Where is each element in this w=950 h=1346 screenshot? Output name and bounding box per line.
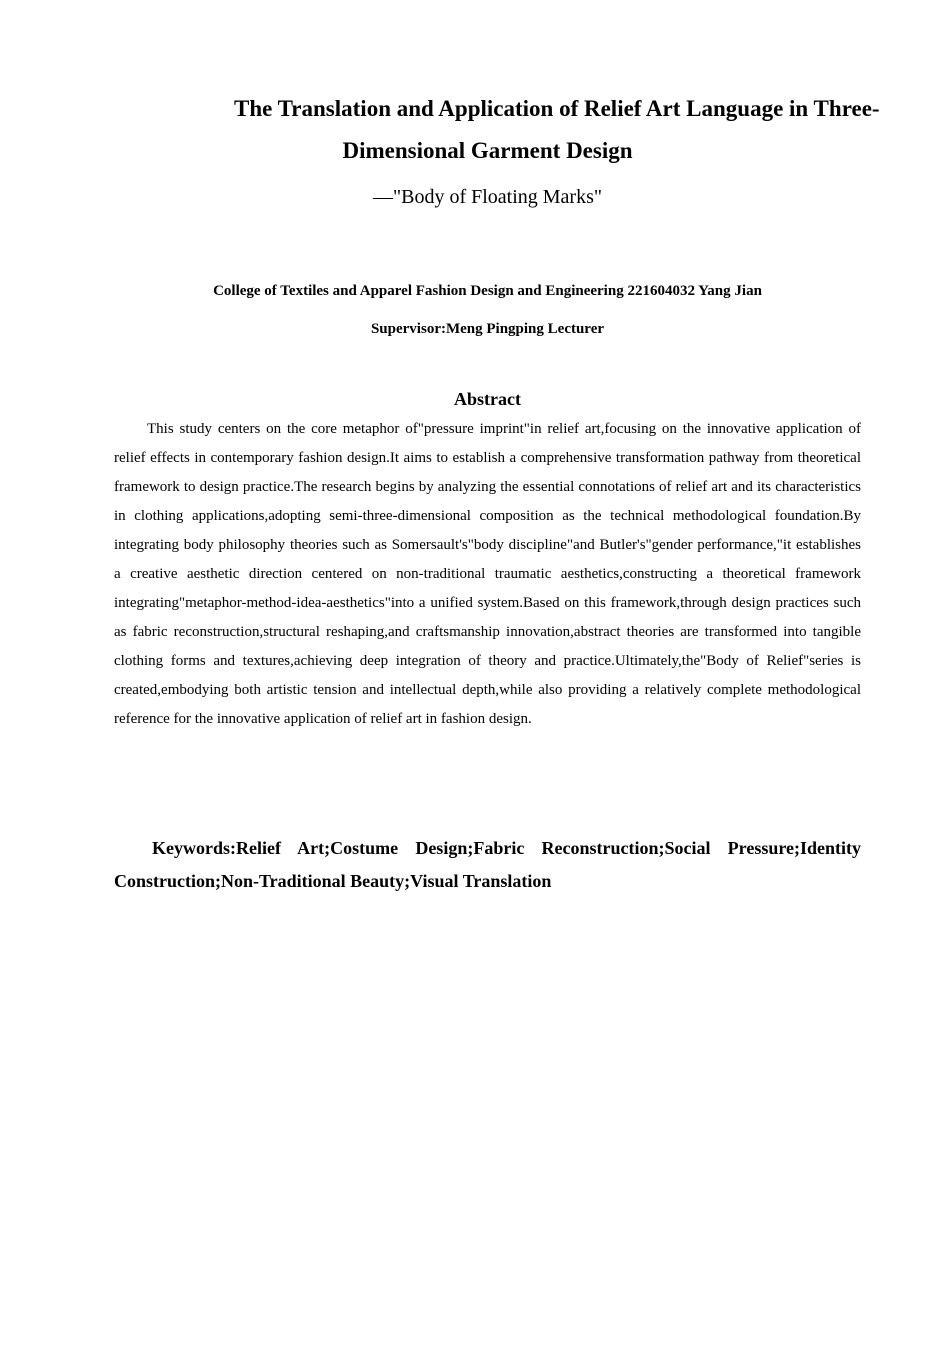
paper-title-line-2: Dimensional Garment Design <box>342 138 633 163</box>
keywords-paragraph: Keywords:Relief Art;Costume Design;Fabric Reconstruction;Social Pressure;Identity Construction;Non-Traditional Beauty;Visual Translation <box>114 838 861 891</box>
paper-subtitle: —"Body of Floating Marks" <box>372 186 603 208</box>
author-affiliation-line: College of Textiles and Apparel Fashion Design and Engineering 221604032 Yang Jian <box>213 283 762 299</box>
paper-title <box>114 88 880 172</box>
abstract-body: This study centers on the core metaphor of"pressure imprint"in relief art,focusing on the innovative application of relief effects in contemporary fashion design.It aims to establish a comprehensive transformation pathway from theoretical framework to design practice.The research begins by analyzing the essential connotations of relief art and its characteristics in clothing applications,adopting semi-three-dimensional composition as the technical methodological foundation.By integrating body philosophy theories such as Somersault's"body discipline"and Butler's"gender performance,"it establishes a creative aesthetic direction centered on non-traditional traumatic aesthetics,constructing a theoretical framework integrating"metaphor-method-idea-aesthetics"into a unified system.Based on this framework,through design practices such as fabric reconstruction,structural reshaping,and craftsmanship innovation,abstract theories are transformed into tangible clothing forms and textures,achieving deep integration of theory and practice.Ultimately,the"Body of Relief"series is created,embodying both artistic tension and intellectual depth,while also providing a relatively complete methodological reference for the innovative application of relief art in fashion design. <box>114 421 861 727</box>
abstract-heading: Abstract <box>454 389 521 409</box>
supervisor-line: Supervisor:Meng Pingping Lecturer <box>370 321 605 337</box>
paper-title-line-1: The Translation and Application of Relief Art Language in Three- <box>234 96 880 121</box>
